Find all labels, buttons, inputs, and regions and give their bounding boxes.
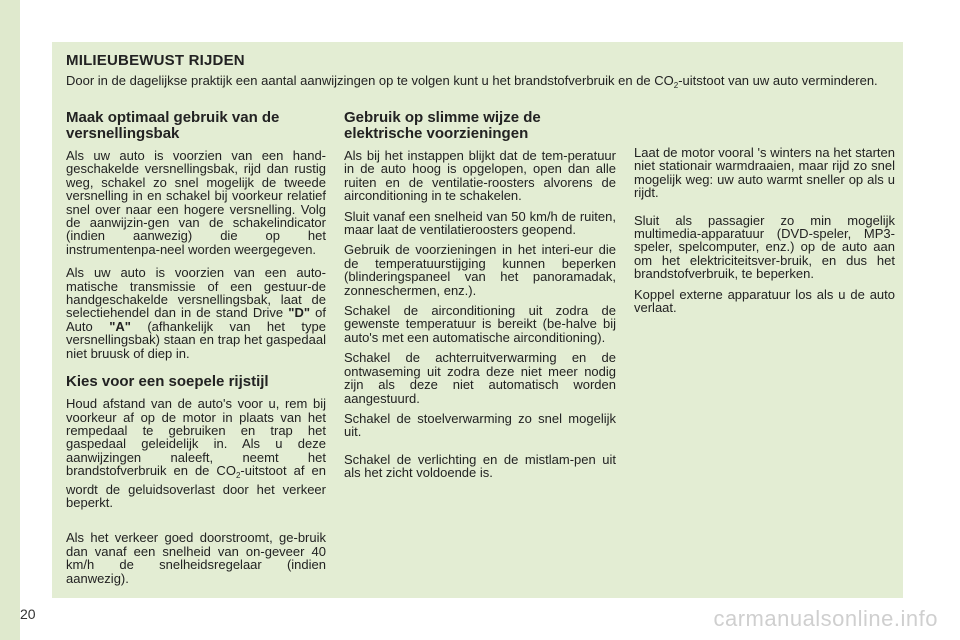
paragraph: Als bij het instappen blijkt dat de tem-peratuur in de auto hoog is opgelopen, open dan alle ruiten en de ventilatie-roosters alvorens de airconditioning in te schakelen. (344, 148, 616, 204)
paragraph: Sluit als passagier zo min mogelijk multimedia-apparatuur (DVD-speler, MP3-speler, spelcomputer, enz.) op de auto aan om het elektriciteitsver-bruik, en dus het brandstofverbruik, te beperken. (634, 212, 895, 282)
paragraph: Koppel externe apparatuur los als u de auto verlaat. (634, 286, 895, 316)
text-run: Houd afstand van de auto's voor u, rem bij voorkeur af op de motor in plaats van het rempedaal te gebruiken en trap het gaspedaal geleidelijk in. Als u deze aanwijzingen naleeft, neemt het brandstofverbruik en de CO (66, 396, 326, 479)
page-number: 20 (20, 606, 36, 622)
info-panel (52, 42, 903, 598)
paragraph: Schakel de verlichting en de mistlam-pen uit als het zicht voldoende is. (344, 451, 616, 481)
text-run: -uitstoot af en wordt de geluidsoverlast door het verkeer beperkt. (66, 463, 326, 510)
text-run: of Auto (66, 305, 326, 334)
paragraph: Sluit vanaf een snelheid van 50 km/h de ruiten, maar laat de ventilatieroosters geopend. (344, 208, 616, 238)
column-middle (344, 110, 616, 487)
heading-electrical: Gebruik op slimme wijze de elektrische voorzieningen (344, 109, 541, 142)
watermark: carmanualsonline.info (713, 606, 938, 631)
drive-label: "D" (288, 305, 311, 321)
co2-subscript: 2 (673, 81, 679, 90)
paragraph (66, 266, 326, 360)
side-strip (0, 0, 20, 640)
paragraph: Schakel de airconditioning uit zodra de gewenste temperatuur is bereikt (be-halve bij auto's met een automatische airconditioning). (344, 303, 616, 345)
column-right (634, 146, 895, 321)
paragraph: Als het verkeer goed doorstroomt, ge-bruik dan vanaf een snelheid van on-geveer 40 km/h de snelheidsregelaar (indien aanwezig). (66, 530, 326, 586)
intro-text (66, 73, 892, 93)
text-run: (afhankelijk van het type versnellingsbak) staan en trap het gaspedaal niet bruusk of diep in. (66, 318, 326, 361)
paragraph: Als uw auto is voorzien van een hand-geschakelde versnellingsbak, rijd dan rustig weg, schakel zo snel mogelijk de tweede versnelling in en schakel bij voorkeur relatief snel over naar een hogere versnelling. Volg de aanwijzin-gen van de schakelindicator (indien aanwezig) die op het instrumentenpa-neel worden weergegeven. (66, 148, 326, 257)
co2-subscript: 2 (235, 471, 241, 481)
column-left (66, 110, 326, 592)
intro-text-part: -uitstoot van uw auto verminderen. (678, 73, 878, 88)
auto-label: "A" (109, 318, 131, 334)
text-run: Als uw auto is voorzien van een auto-matische transmissie of een gestuur-de handgeschakelde versnellingsbak, laat de selectiehendel dan in de stand Drive (66, 265, 326, 321)
paragraph: Schakel de stoelverwarming zo snel mogelijk uit. (344, 410, 616, 440)
heading-driving-style: Kies voor een soepele rijstijl (66, 373, 269, 391)
paragraph: Gebruik de voorzieningen in het interi-eur die de temperatuurstijging kunnen beperken (blinderingspaneel van het panoramadak, zonneschermen, enz.). (344, 242, 616, 298)
intro-text-part: Door in de dagelijkse praktijk een aantal aanwijzingen op te volgen kunt u het brandstofverbruik en de CO (66, 73, 674, 88)
paragraph: Laat de motor vooral 's winters na het starten niet stationair warmdraaien, maar rijd zo snel mogelijk weg: uw auto warmt sneller op als u rijdt. (634, 145, 895, 201)
section-title: MILIEUBEWUST RIJDEN (66, 52, 245, 69)
paragraph (66, 397, 326, 509)
heading-gearbox: Maak optimaal gebruik van de versnellingsbak (66, 109, 280, 142)
paragraph: Schakel de achterruitverwarming en de ontwaseming uit zodra deze niet meer nodig zijn als deze niet automatisch worden aangestuurd. (344, 350, 616, 406)
